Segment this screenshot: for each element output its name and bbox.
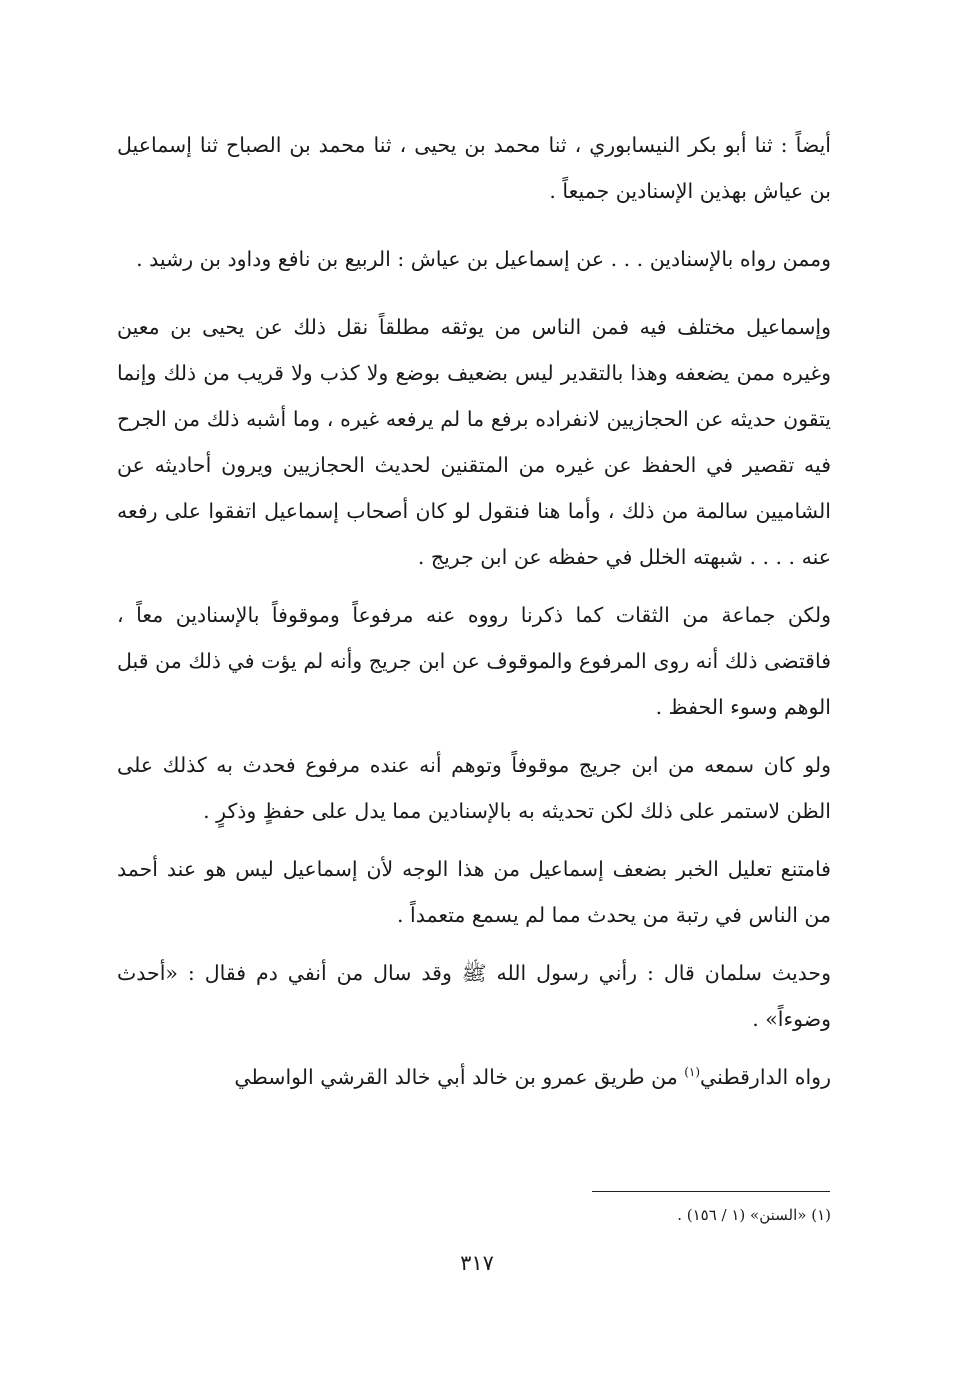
- paragraph-3: وإسماعيل مختلف فيه فمن الناس من يوثقه مطلقاً نقل ذلك عن يحيى بن معين وغيره ممن يضعفه وهذا بالتقدير ليس بضعيف بوضع ولا كذب ولا قريب من ذلك وإنما يتقون حديثه عن الحجازيين لانفراده برفع ما لم يرفعه غيره ، وما أشبه ذلك من الجرح فيه تقصير في الحفظ عن غيره من المتقنين لحديث الحجازيين ويرون أحاديثه عن الشاميين سالمة من ذلك ، وأما هنا فنقول لو كان أصحاب إسماعيل اتفقوا على رفعه عنه . . . . شبهته الخلل في حفظه عن ابن جريج .: [117, 315, 831, 569]
- page-number: ٣١٧: [460, 1251, 494, 1275]
- paragraph-2: وممن رواه بالإسنادين . . . عن إسماعيل بن عياش : الربيع بن نافع وداود بن رشيد .: [136, 247, 831, 271]
- footnote-reference: (١): [684, 1065, 701, 1080]
- paragraph-8-end: من طريق عمرو بن خالد أبي خالد القرشي الواسطي: [234, 1065, 685, 1089]
- paragraph-8-start: رواه الدارقطني: [700, 1065, 831, 1089]
- paragraph-6: فامتنع تعليل الخبر بضعف إسماعيل من هذا الوجه لأن إسماعيل ليس هو عند أحمد من الناس في رتبة من يحدث مما لم يسمع متعمداً .: [117, 857, 831, 927]
- paragraph-5: ولو كان سمعه من ابن جريج موقوفاً وتوهم أنه عنده مرفوع فحدث به كذلك على الظن لاستمر على ذلك لكن تحديثه به بالإسنادين مما يدل على حفظٍ وذكرٍ .: [117, 753, 831, 823]
- page-body: [117, 122, 831, 1112]
- footnote: (١) «السنن» (١ / ١٥٦) .: [677, 1206, 831, 1224]
- paragraph-8: [117, 1054, 831, 1100]
- paragraph-4: ولكن جماعة من الثقات كما ذكرنا رووه عنه مرفوعاً وموقوفاً بالإسنادين معاً ، فاقتضى ذلك أنه روى المرفوع والموقوف عن ابن جريج وأنه لم يؤت في ذلك من قبل الوهم وسوء الحفظ .: [117, 603, 831, 719]
- footnote-divider: [592, 1191, 830, 1192]
- paragraph-1: أيضاً : ثنا أبو بكر النيسابوري ، ثنا محمد بن يحيى ، ثنا محمد بن الصباح ثنا إسماعيل بن عياش بهذين الإسنادين جميعاً .: [117, 133, 831, 203]
- paragraph-7: وحديث سلمان قال : رأني رسول الله ﷺ وقد سال من أنفي دم فقال : «أحدث وضوءاً» .: [117, 961, 831, 1031]
